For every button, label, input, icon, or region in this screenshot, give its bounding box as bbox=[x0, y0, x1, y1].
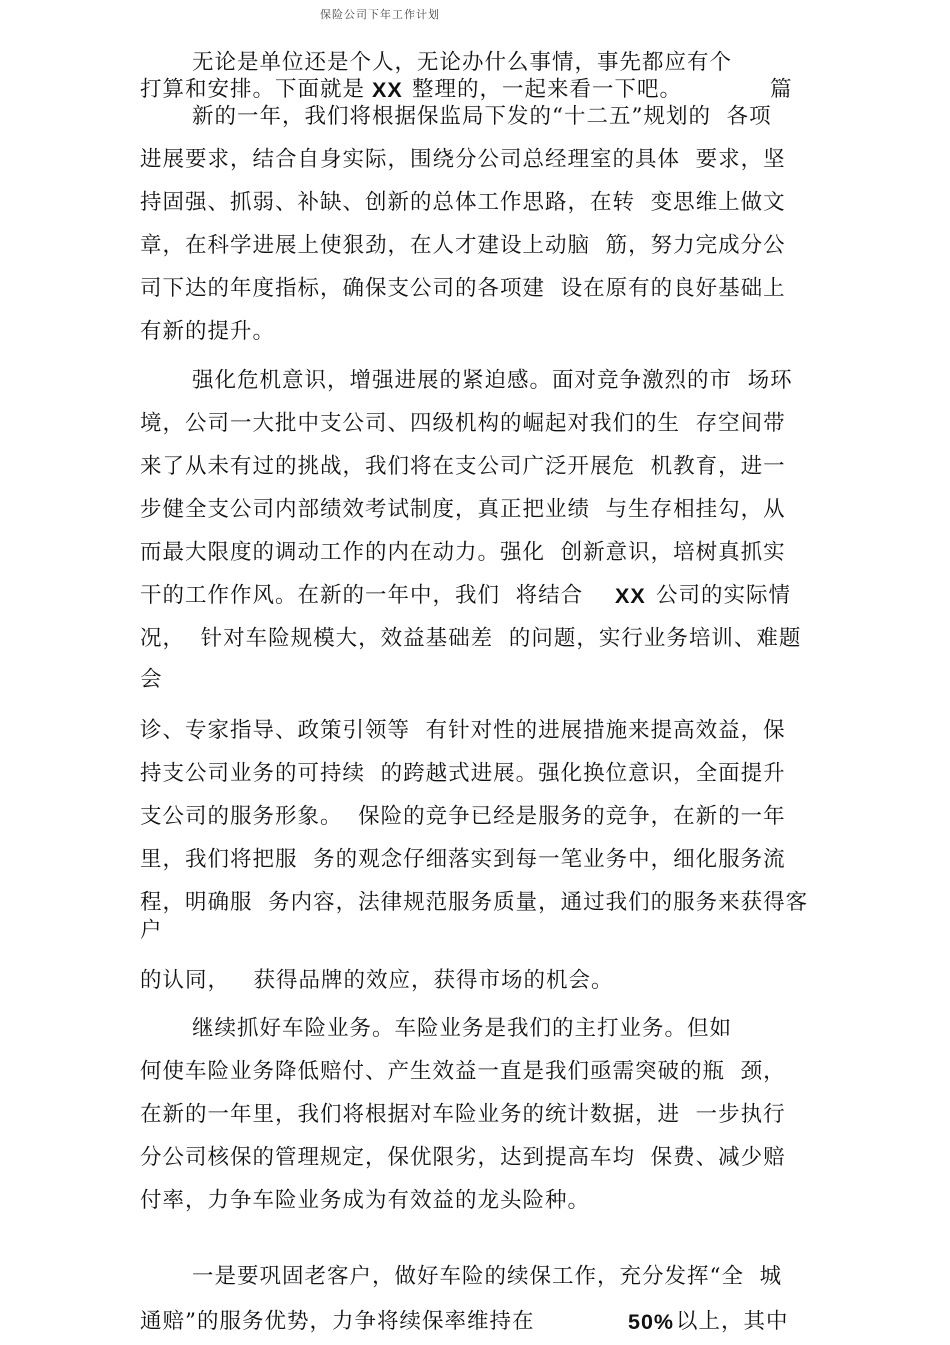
text-line: 篇 bbox=[770, 77, 793, 102]
text-line: 打算和安排。下面就是 bbox=[140, 77, 366, 102]
text-line: 新的一年，我们将根据保监局下发的“十二五”规划的 各项 bbox=[192, 104, 772, 129]
text-line: 的认同， 获得品牌的效应，获得市场的机会。 bbox=[140, 968, 614, 993]
text-line: 司下达的年度指标，确保支公司的各项建 设在原有的良好基础上 bbox=[140, 276, 786, 301]
text-line: 以上，其中 bbox=[676, 1309, 789, 1334]
text-line: 无论是单位还是个人，无论办什么事情，事先都应有个 bbox=[192, 50, 733, 75]
text-line: XX bbox=[615, 584, 646, 608]
text-line: XX bbox=[372, 78, 403, 102]
text-line: 付率，力争车险业务成为有效益的龙头险种。 bbox=[140, 1188, 591, 1213]
text-line: 会 bbox=[140, 667, 163, 692]
text-line: 而最大限度的调动工作的内在动力。强化 创新意识，培树真抓实 bbox=[140, 540, 786, 565]
text-line: 何使车险业务降低赔付、产生效益一直是我们亟需突破的瓶 颈， bbox=[140, 1059, 786, 1084]
text-line: 持支公司业务的可持续 的跨越式进展。强化换位意识，全面提升 bbox=[140, 761, 786, 786]
text-line: 里，我们将把服 务的观念仔细落实到每一笔业务中，细化服务流 bbox=[140, 847, 786, 872]
text-line: 通赔”的服务优势，力争将续保率维持在 bbox=[140, 1309, 535, 1334]
text-line: 一是要巩固老客户，做好车险的续保工作，充分发挥“全 城 bbox=[192, 1264, 783, 1289]
text-line: 步健全支公司内部绩效考试制度，真正把业绩 与生存相挂勾，从 bbox=[140, 497, 786, 522]
text-line: 章，在科学进展上使狠劲，在人才建设上动脑 筋，努力完成分公 bbox=[140, 233, 786, 258]
text-line: 户 bbox=[140, 918, 163, 943]
page-header: 保险公司下年工作计划 bbox=[320, 8, 440, 21]
text-line: 有新的提升。 bbox=[140, 319, 276, 344]
text-line: 50% bbox=[628, 1310, 675, 1334]
text-line: 整理的，一起来看一下吧。 bbox=[412, 77, 683, 102]
text-line: 分公司核保的管理规定，保优限劣，达到提高车均 保费、减少赔 bbox=[140, 1145, 786, 1170]
text-line: 公司的实际情 bbox=[656, 583, 792, 608]
text-line: 强化危机意识，增强进展的紧迫感。面对竞争激烈的市 场环 bbox=[192, 368, 793, 393]
text-line: 继续抓好车险业务。车险业务是我们的主打业务。但如 bbox=[192, 1016, 733, 1041]
text-line: 进展要求，结合自身实际，围绕分公司总经理室的具体 要求，坚 bbox=[140, 147, 786, 172]
text-line: 干的工作作风。在新的一年中，我们 将结合 bbox=[140, 583, 584, 608]
text-line: 程，明确服 务内容，法律规范服务质量，通过我们的服务来获得客 bbox=[140, 890, 809, 915]
text-line: 支公司的服务形象。 保险的竞争已经是服务的竞争，在新的一年 bbox=[140, 804, 786, 829]
text-line: 诊、专家指导、政策引领等 有针对性的进展措施来提高效益，保 bbox=[140, 718, 786, 743]
text-line: 持固强、抓弱、补缺、创新的总体工作思路，在转 变思维上做文 bbox=[140, 190, 786, 215]
text-line: 在新的一年里，我们将根据对车险业务的统计数据，进 一步执行 bbox=[140, 1102, 786, 1127]
text-line: 来了从未有过的挑战，我们将在支公司广泛开展危 机教育，进一 bbox=[140, 454, 786, 479]
text-line: 境，公司一大批中支公司、四级机构的崛起对我们的生 存空间带 bbox=[140, 411, 786, 436]
text-line: 况， 针对车险规模大，效益基础差 的问题，实行业务培训、难题 bbox=[140, 626, 802, 651]
